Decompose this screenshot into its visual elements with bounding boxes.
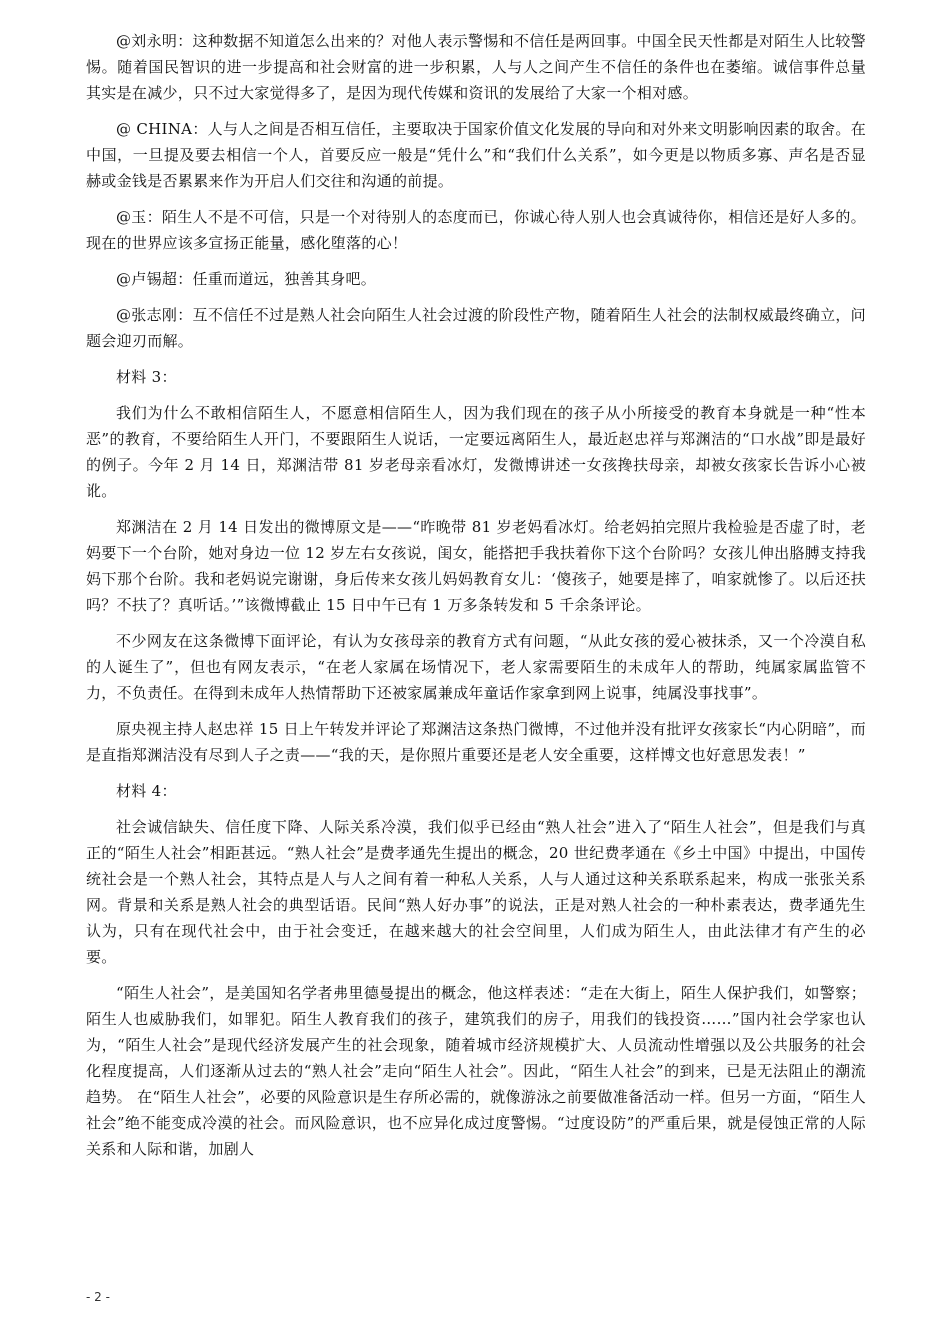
comment-zhang-zhigang: @张志刚：互不信任不过是熟人社会向陌生人社会过渡的阶段性产物，随着陌生人社会的法制权威最终确立，问题会迎刃而解。	[86, 306, 866, 350]
section-heading-material-4: 材料 4：	[116, 782, 177, 800]
comment-yu: @玉：陌生人不是不可信，只是一个对待别人的态度而已，你诚心待人别人也会真诚待你，相信还是好人多的。现在的世界应该多宣扬正能量，感化堕落的心！	[86, 208, 866, 252]
comment-china: @ CHINA：人与人之间是否相互信任，主要取决于国家价值文化发展的导向和对外来文明影响因素的取舍。在中国，一旦提及要去相信一个人，首要反应一般是“凭什么”和“我们什么关系”，如今更是以物质多寡、声名是否显赫或金钱是否累累来作为开启人们交往和沟通的前提。	[86, 120, 866, 190]
material-4-paragraph-1: 社会诚信缺失、信任度下降、人际关系冷漠，我们似乎已经由“熟人社会”进入了“陌生人社会”，但是我们与真正的“陌生人社会”相距甚远。“熟人社会”是费孝通先生提出的概念，20 世纪费孝通在《乡土中国》中提出，中国传统社会是一个熟人社会，其特点是人与人之间有着一种私人关系，人与人通过这种关系联系起来，构成一张张关系网。背景和关系是熟人社会的典型话语。民间“熟人好办事”的说法，正是对熟人社会的一种朴素表达，费孝通先生认为，只有在现代社会中，由于社会变迁，在越来越大的社会空间里，人们成为陌生人，由此法律才有产生的必要。	[86, 818, 866, 966]
section-heading-material-3: 材料 3：	[116, 368, 177, 386]
document-body	[86, 28, 866, 1168]
material-3-paragraph-2: 郑渊洁在 2 月 14 日发出的微博原文是——“昨晚带 81 岁老妈看冰灯。给老妈拍完照片我检验是否虚了时，老妈要下一个台阶，她对身边一位 12 岁左右女孩说，闺女，能搭把手我扶着你下这个台阶吗？女孩儿伸出胳膊支持我妈下那个台阶。我和老妈说完谢谢，身后传来女孩儿妈妈教育女儿：‘傻孩子，她要是摔了，咱家就惨了。以后还扶吗？不扶了？真听话。’”该微博截止 15 日中午已有 1 万多条转发和 5 千余条评论。	[86, 518, 866, 614]
material-4-paragraph-2: “陌生人社会”，是美国知名学者弗里德曼提出的概念，他这样表述：“走在大街上，陌生人保护我们，如警察；陌生人也威胁我们，如罪犯。陌生人教育我们的孩子，建筑我们的房子，用我们的钱投资……”国内社会学家也认为，“陌生人社会”是现代经济发展产生的社会现象，随着城市经济规模扩大、人员流动性增强以及公共服务的社会化程度提高，人们逐渐从过去的“熟人社会”走向“陌生人社会”。因此，“陌生人社会”的到来，已是无法阻止的潮流趋势。 在“陌生人社会”，必要的风险意识是生存所必需的，就像游泳之前要做准备活动一样。但另一方面，“陌生人社会”绝不能变成冷漠的社会。而风险意识，也不应异化成过度警惕。“过度设防”的严重后果，就是侵蚀正常的人际关系和人际和谐，加剧人	[86, 984, 866, 1158]
comment-liu-yongming: @刘永明：这种数据不知道怎么出来的？对他人表示警惕和不信任是两回事。中国全民天性都是对陌生人比较警惕。随着国民智识的进一步提高和社会财富的进一步积累，人与人之间产生不信任的条件也在萎缩。诚信事件总量其实是在减少，只不过大家觉得多了，是因为现代传媒和资讯的发展给了大家一个相对感。	[86, 32, 866, 102]
material-3-paragraph-4: 原央视主持人赵忠祥 15 日上午转发并评论了郑渊洁这条热门微博，不过他并没有批评女孩家长“内心阴暗”，而是直指郑渊洁没有尽到人子之责——“我的天，是你照片重要还是老人安全重要，这样博文也好意思发表！”	[86, 720, 866, 764]
comment-lu-xichao: @卢锡超：任重而道远，独善其身吧。	[116, 270, 377, 288]
page-number: - 2 -	[86, 1290, 110, 1304]
material-3-paragraph-3: 不少网友在这条微博下面评论，有认为女孩母亲的教育方式有问题，“从此女孩的爱心被抹杀，又一个冷漠自私的人诞生了”，但也有网友表示，“在老人家属在场情况下，老人家需要陌生的未成年人的帮助，纯属家属监管不力，不负责任。在得到未成年人热情帮助下还被家属兼成年童话作家拿到网上说事，纯属没事找事”。	[86, 632, 866, 702]
material-3-paragraph-1: 我们为什么不敢相信陌生人，不愿意相信陌生人，因为我们现在的孩子从小所接受的教育本身就是一种“性本恶”的教育，不要给陌生人开门，不要跟陌生人说话，一定要远离陌生人，最近赵忠祥与郑渊洁的“口水战”即是最好的例子。今年 2 月 14 日，郑渊洁带 81 岁老母亲看冰灯，发微博讲述一女孩搀扶母亲，却被女孩家长告诉小心被讹。	[86, 404, 866, 500]
